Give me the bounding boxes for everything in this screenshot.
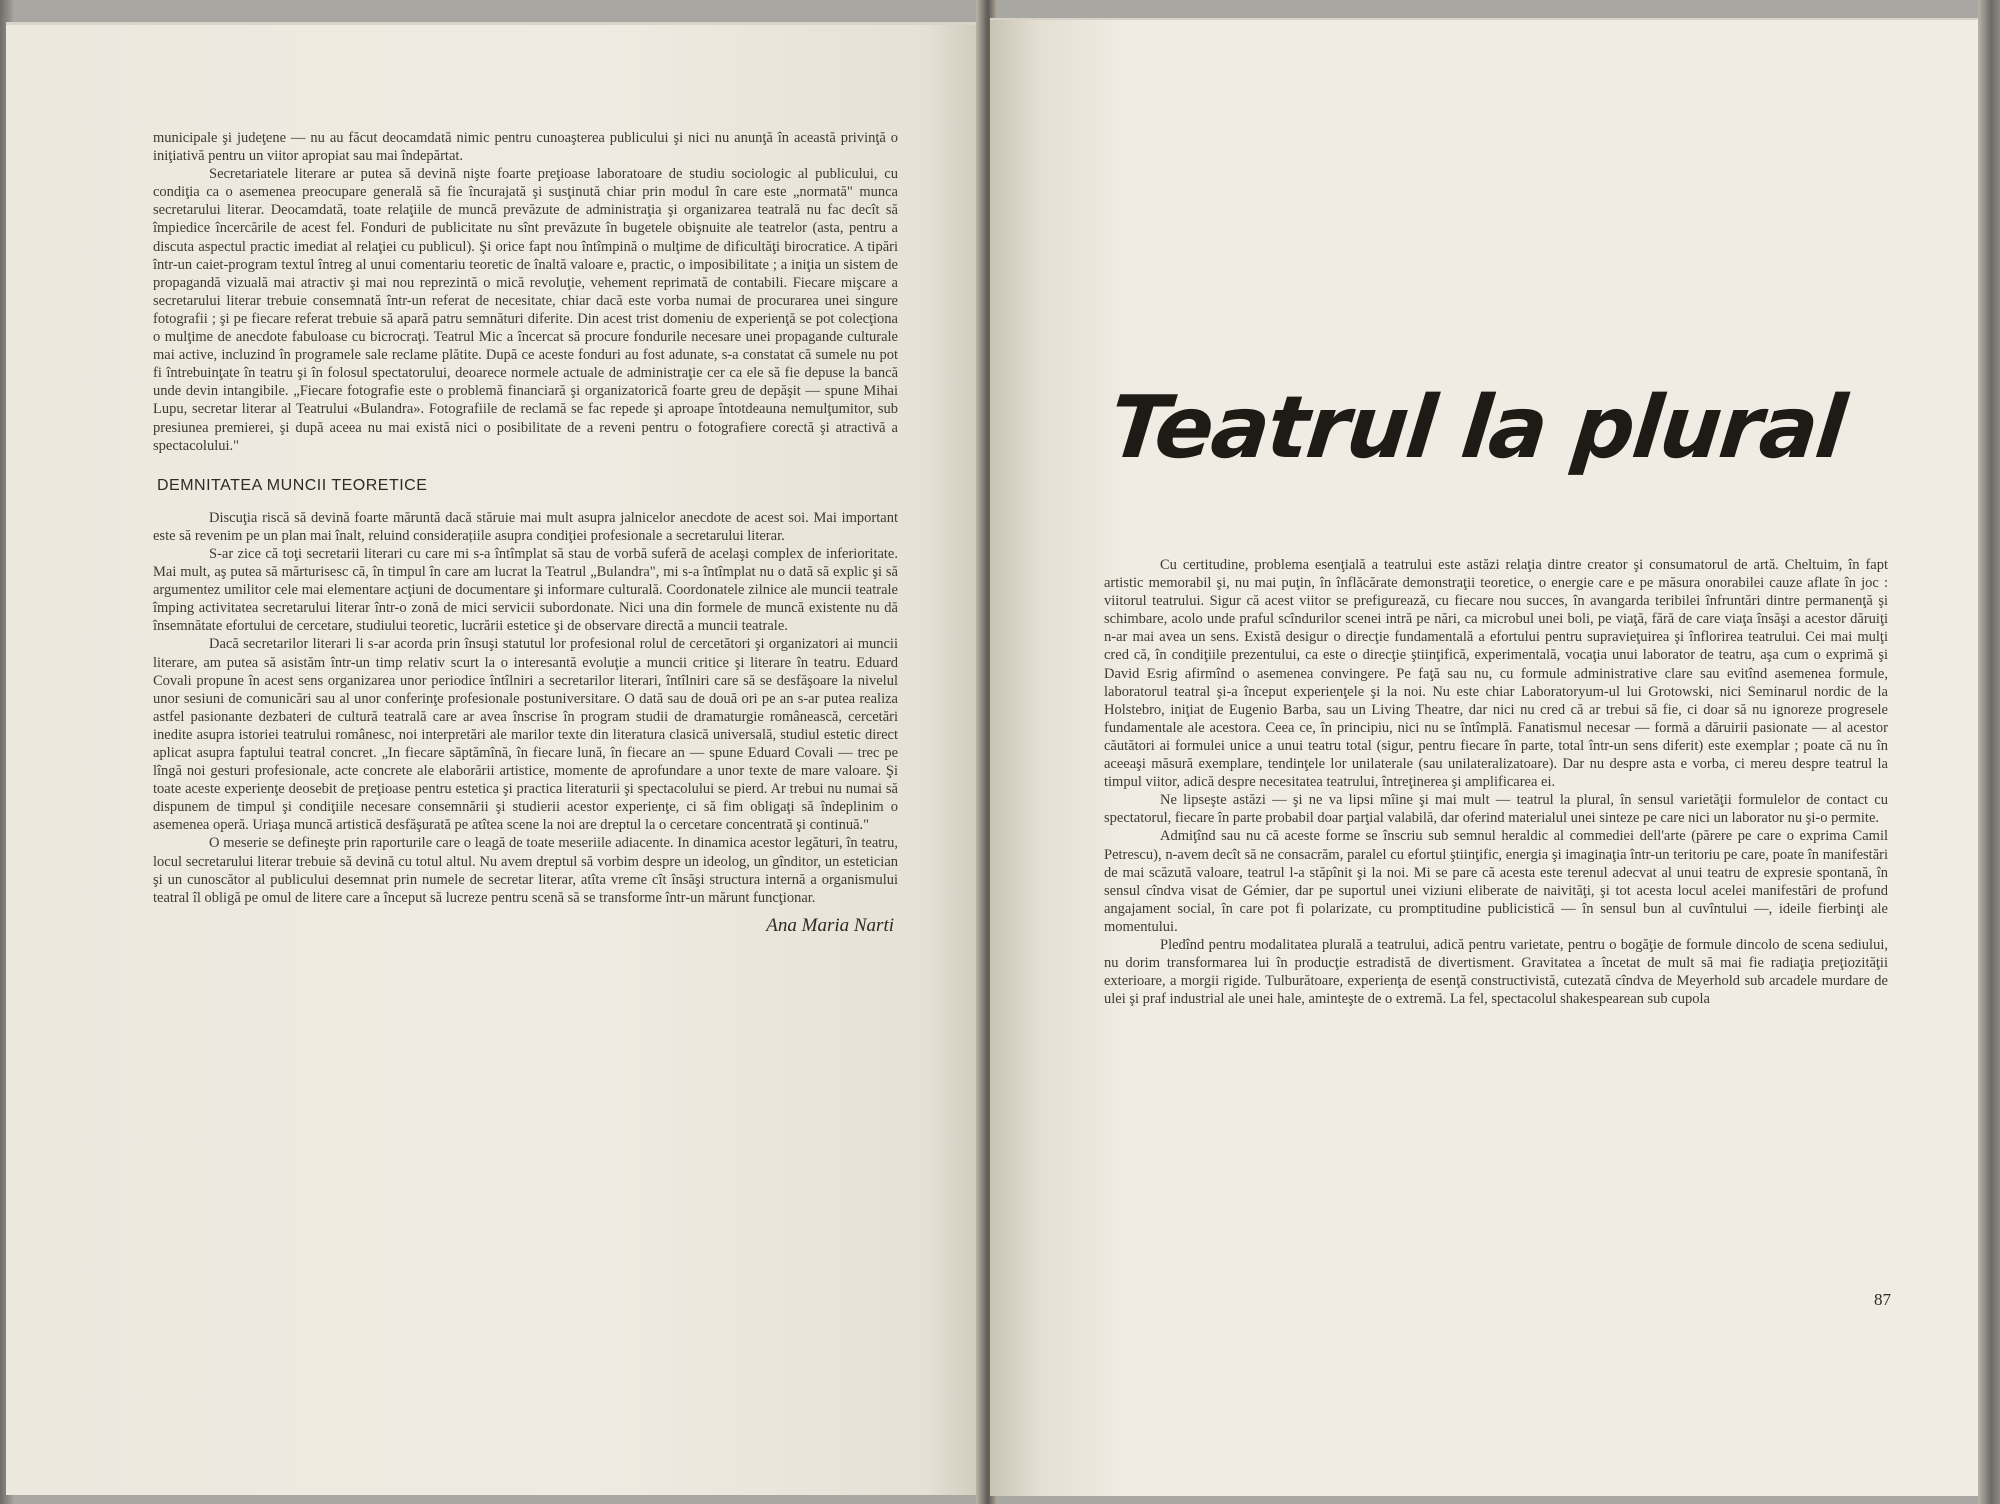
paragraph: Dacă secretarilor literari li s-ar acorda prin însuşi statutul lor profesional rolul de cercetători şi organizatori ai muncii literare, am putea să asistăm într-un timp relativ scurt la o interesantă evoluţie a muncii critice şi literare în teatru. Eduard Covali propune în acest sens organizarea unor periodice întîlniri a secretarilor literari, întîlniri care să se desfăşoare la nivelul unor sesiuni de comunicări sau al unor conferinţe profesionale postuniversitare. O dată sau de două ori pe an s-ar putea realiza astfel pasionante dezbateri de cultură teatrală care ar avea înscrise în program studii de dramaturgie românească, cercetări inedite asupra istoriei teatrului românesc, noi interpretări ale marilor texte din literatura clasică universală, studiul estetic direct aplicat asupra faptului teatral concret. „In fiecare săptămînă, în fiecare lună, în fiecare an — spune Eduard Covali — trec pe lîngă noi gesturi profesionale, acte concrete ale elaborării artistice, momente de aprofundare a unor texte de mare valoare. Şi toate aceste experienţe deosebit de preţioase pentru estetica şi practica literaturii şi spectacolului se pierd. Ar trebui nu numai să dispunem de timpul şi condiţiile necesare consemnării şi studierii acestor experienţe, ci să fim obligaţi să îndeplinim o asemenea operă. Uriaşa muncă artistică desfăşurată pe atîtea scene la noi are dreptul la o cercetare concentrată şi continuă." xyxy=(153,636,898,834)
paragraph: Discuţia riscă să devină foarte măruntă dacă stăruie mai mult asupra jalnicelor anecdote de acest soi. Mai important este să revenim pe un plan mai înalt, reluind considerațiile asupra condiţiei profesionale a secretarului literar. xyxy=(153,509,898,544)
right-column xyxy=(1104,556,1888,1008)
paragraph: S-ar zice că toţi secretarii literari cu care mi s-a întîmplat să stau de vorbă suferă de acelaşi complex de inferioritate. Mai mult, aş putea să mărturisesc că, în timpul în care am lucrat la Teatrul „Bulandra", mi s-a întîmplat nu o dată să explic şi să argumentez umilitor cele mai elementare acţiuni de documentare şi informare culturală. Coordonatele zilnice ale muncii teatrale împing activitatea secretarului literar într-o zonă de mici servicii subordonate. Nici una din formele de muncă existente nu dă însemnătate efortului de cercetare, studiului teoretic, lucrării estetice şi de observare directă a muncii teatrale. xyxy=(153,545,898,635)
paragraph: municipale şi judeţene — nu au făcut deocamdată nimic pentru cunoaşterea publicului şi nici nu anunţă în această privinţă o iniţiativă pentru un viitor apropiat sau mai îndepărtat. xyxy=(153,130,898,165)
right-page xyxy=(990,18,1978,1496)
paragraph: O meserie se defineşte prin raporturile care o leagă de toate meseriile adiacente. In dinamica acestor legături, în teatru, locul secretarului literar trebuie să devină cu totul altul. Nu avem dreptul să vorbim despre un ideolog, un gînditor, un estetician şi un cunoscător al publicului desemnat prin numele de secretar literar, atîta vreme cît însăşi structura internă a organismului teatral îl obligă pe omul de litere care a început să lucreze pentru scenă să se transforme într-un mărunt funcţionar. xyxy=(153,835,898,906)
left-column xyxy=(153,129,898,935)
page-number: 87 xyxy=(1874,1290,1891,1309)
author-signature: Ana Maria Narti xyxy=(766,914,894,936)
book-edge xyxy=(1978,0,2000,1504)
article-title: Teatrul la plural xyxy=(1104,378,1850,478)
paragraph: Ne lipseşte astăzi — şi ne va lipsi mîine şi mai mult — teatrul la plural, în sensul varietăţii formulelor de contact cu spectatorul, fiecare în parte probabil doar parţial valabilă, dar oferind materialul unei sinteze pe care nici un laborator nu şi-o permite. xyxy=(1104,792,1888,827)
section-heading: DEMNITATEA MUNCII TEORETICE xyxy=(157,476,428,494)
paragraph: Cu certitudine, problema esenţială a teatrului este astăzi relaţia dintre creator şi consumatorul de artă. Cheltuim, în fapt artistic memorabil şi, nu mai puţin, în înflăcărate demonstraţii teoretice, o energie care e pe măsura onorabilei cauze aflate în joc : viitorul teatrului. Sigur că acest viitor se prefigurează, cu fiecare nou succes, în avangarda teribilei înfruntări dintre permanenţă şi schimbare, acolo unde praful scîndurilor scenei intră pe nări, ca microbul unei boli, pe viaţă, fără de care viaţa însăşi a acestor dăruiţi n-ar mai avea un sens. Există desigur o direcţie fundamentală a efortului pentru supravieţuirea şi înflorirea teatrului. Cei mai mulţi cred că, în condiţiile prezentului, ca este o direcţie ştiinţifică, experimentală, vocaţia unui laborator de teatru, aşa cum o exprimă şi David Esrig afirmînd o asemenea convingere. Pe faţă sau nu, cu formule administrative clare sau evitînd asemenea formule, laboratorul teatral şi-a început experienţele şi la noi. Nu este chiar Laboratoryum-ul lui Grotowski, nici Seminarul nordic de la Holstebro, iniţiat de Eugenio Barba, sau un Living Theatre, dar nici nu cred că ar trebui să fie, ci doar să nu ignoreze progresele fundamentale ale acestora. Ceea ce, în principiu, nici nu se întîmplă. Fanatismul necesar — formă a dăruirii pasionate — al acestor căutători ai formulei unice a unui teatru total (sigur, pentru fiecare în parte, total într-un sens diferit) este exemplar ; poate că nu în aceeaşi măsură exemplare, tendinţele lor unilaterale (sau unilateralizatoare). Dar nu despre asta e vorba, ci mereu despre teatrul la timpul viitor, adică despre necesitatea teatrului, întreţinerea şi amplificarea ei. xyxy=(1104,557,1888,791)
paragraph: Pledînd pentru modalitatea plurală a teatrului, adică pentru varietate, pentru o bogăţie de formule dincolo de scena sediului, nu dorim transformarea lui în producţie estradistă de divertisment. Gravitatea a încetat de mult să mai fie radiaţia preţiozităţii exterioare, a morgii rigide. Tulburătoare, experienţa de esenţă constructivistă, cutezată cîndva de Meyerhold sub arcadele murdare de ulei şi praf industrial ale unei hale, aminteşte de o extremă. La fel, spectacolul shakespearean sub cupola xyxy=(1104,936,1888,1008)
paragraph: Secretariatele literare ar putea să devină nişte foarte preţioase laboratoare de studiu sociologic al publicului, cu condiţia ca o asemenea preocupare generală să fie încurajată şi susţinută chiar prin modul în care este „normată" munca secretarului literar. Deocamdată, toate relaţiile de muncă prevăzute de administraţia şi organizarea teatrală nu fac decît să împiedice încercările de acest fel. Fonduri de publicitate nu sînt prevăzute în bugetele obişnuite ale teatrelor (asta, pentru a discuta aspectul practic imediat al relaţiei cu publicul). Şi orice fapt nou întîmpină o mulţime de dificultăţi birocratice. A tipări într-un caiet-program textul întreg al unui comentariu teoretic de înaltă valoare e, practic, o imposibilitate ; a iniţia un sistem de propagandă vizuală mai atractiv şi mai nou reprezintă o mică revoluţie, vehement reprimată de contabili. Fiecare mişcare a secretarului literar trebuie consemnată într-un referat de necesitate, chiar dacă este vorba numai de procurarea unei singure fotografii ; şi pe fiecare referat trebuie să apară patru semnături diferite. Din acest trist domeniu de experienţă se pot colecţiona o mulţime de anecdote fabuloase cu bicrocraţi. Teatrul Mic a încercat să procure fondurile necesare unei propagande culturale mai active, incluzind în programele sale reclame plătite. După ce aceste fonduri au fost adunate, s-a constatat că sumele nu pot fi întrebuinţate în teatru şi în folosul spectatorului, deoarece normele actuale de administraţie cer ca ele să fie depuse la bancă unde devin intangibile. „Fiecare fotografie este o problemă financiară şi organizatorică foarte greu de depăşit — spune Mihai Lupu, secretar literar al Teatrului «Bulandra». Fotografiile de reclamă se fac repede şi aproape întotdeauna nemulţumitor, sub presiunea premierei, şi după aceea nu mai există nici o posibilitate de a reveni pentru o fotografiere corectă şi atractivă a spectacolului." xyxy=(153,166,898,454)
left-page xyxy=(6,22,984,1495)
paragraph: Admiţînd sau nu că aceste forme se înscriu sub semnul heraldic al commediei dell'arte (părere pe care o exprima Camil Petrescu), n-avem decît să ne consacrăm, paralel cu efortul ştiinţific, energia şi imaginaţia într-un teritoriu pe care, poate în manifestări de mai scăzută valoare, teatrul l-a stăpînit şi la noi. Mi se pare că acesta este terenul adecvat al unui teatru de expresie spontană, în sensul cîndva visat de Gémier, dar pe suportul unei viziuni eliberate de naivităţi, şi tot acesta locul acelei manifestări de profund angajament social, în care pot fi polarizate, cu promptitudine publicistică — în sensul bun al cuvîntului —, ideile fierbinţi ale momentului. xyxy=(1104,828,1888,935)
